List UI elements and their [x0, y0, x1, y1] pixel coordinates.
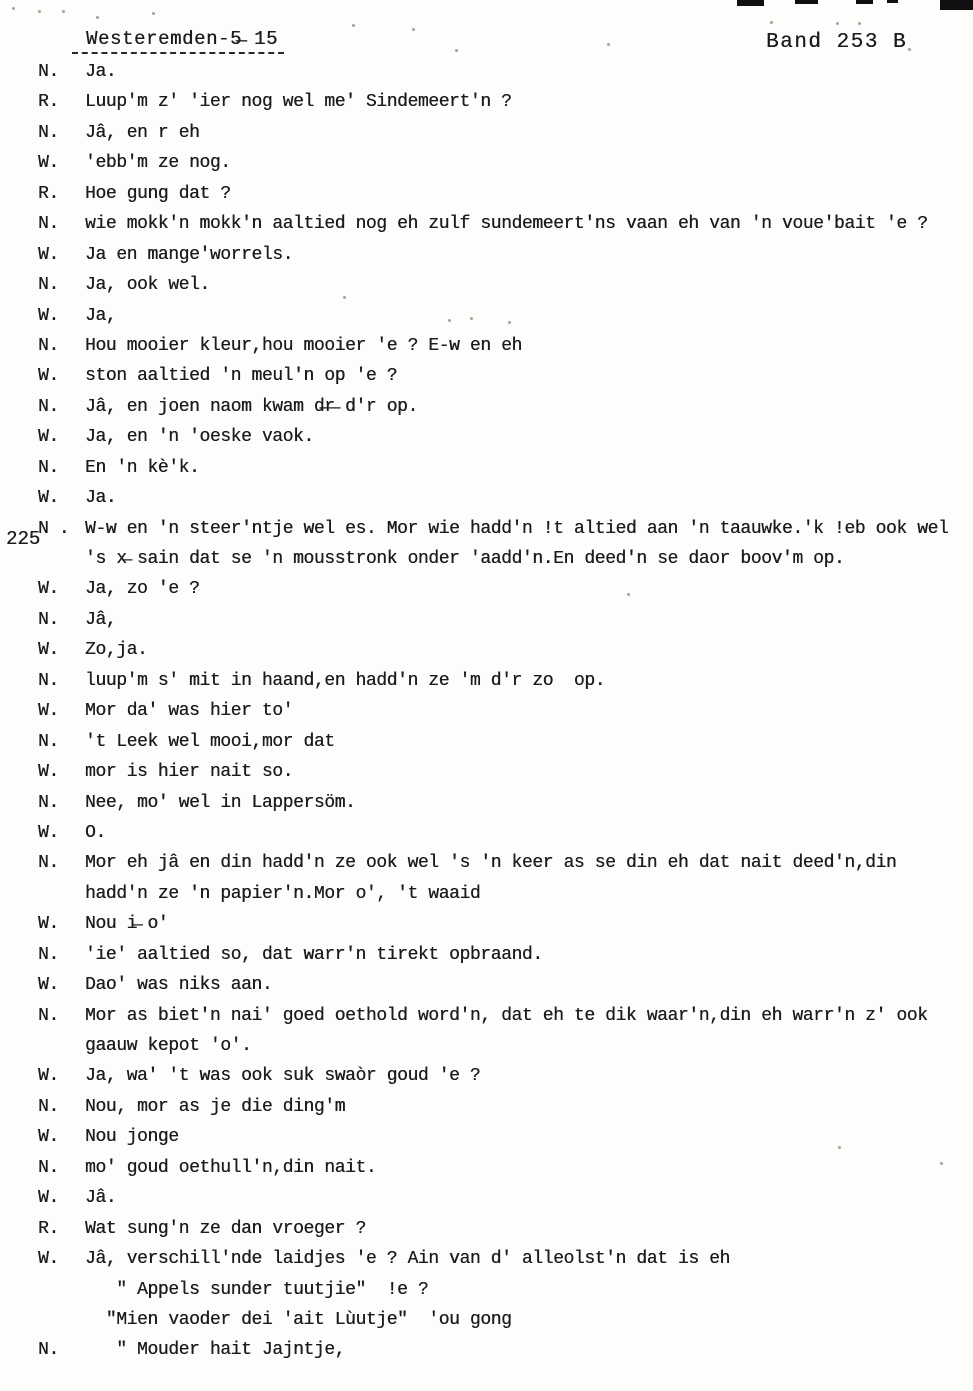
speaker-label: [38, 1275, 85, 1305]
margin-line-number: 225: [6, 528, 41, 550]
speaker-label: W.: [38, 305, 59, 326]
speaker-label: W.: [38, 640, 59, 661]
transcript-line: [38, 1031, 968, 1061]
transcript-line: [38, 1001, 968, 1031]
line-text: Wat sung'n ze dan vroeger ?: [85, 1218, 366, 1239]
transcript-line: [38, 757, 968, 787]
transcript-line: [38, 331, 968, 361]
speaker-label: W.: [38, 1249, 59, 1270]
band-label: Band 253 B: [766, 31, 908, 54]
transcript-line: [38, 179, 968, 209]
speaker-label: N.: [38, 396, 59, 417]
line-text: mor is hier nait so.: [85, 762, 294, 783]
speaker-label: N.: [38, 275, 59, 296]
noise-speck: [152, 12, 155, 15]
transcript-line: [38, 1305, 968, 1335]
speaker-label: W.: [38, 153, 59, 174]
line-text: ston aaltied 'n meul'n op 'e ?: [85, 366, 398, 387]
line-text: mo' goud oethull'n,din nait.: [85, 1157, 377, 1178]
line-text: 't Leek wel mooi,mor dat: [85, 731, 335, 752]
transcript-line: [38, 118, 968, 148]
line-text: Zo,ja.: [85, 640, 148, 661]
scan-artifact: [856, 0, 873, 4]
line-text: gaauw kepot 'o'.: [85, 1036, 252, 1056]
line-text: Nee, mo' wel in Lappersöm.: [85, 792, 356, 813]
transcript-line: [38, 1153, 968, 1183]
line-text: En 'n kè'k.: [85, 457, 200, 478]
page-title: Westeremden-5̶ 15: [72, 28, 284, 54]
transcript-line: [38, 1061, 968, 1091]
line-text: Nou, mor as je die ding'm: [85, 1096, 346, 1117]
line-text: Hoe gung dat ?: [85, 183, 231, 204]
transcript-line: [38, 574, 968, 604]
line-text: Ja en mange'worrels.: [85, 244, 294, 265]
scan-artifact: [887, 0, 898, 3]
transcript-line: [38, 1183, 968, 1213]
speaker-label: W.: [38, 701, 59, 722]
speaker-label: N.: [38, 335, 59, 356]
noise-speck: [12, 7, 15, 10]
transcript-line: [38, 392, 968, 422]
line-text: luup'm s' mit in haand,en hadd'n ze 'm d'r zo op.: [85, 670, 606, 691]
speaker-label: N.: [38, 214, 59, 235]
transcript-line: [38, 270, 968, 300]
transcript-line: [38, 483, 968, 513]
scan-artifact: [795, 0, 818, 4]
transcript-line: [38, 940, 968, 970]
speaker-label: [38, 544, 85, 574]
transcript-line: [38, 240, 968, 270]
line-text: Mor da' was hier to': [85, 701, 294, 722]
transcript-line: [38, 57, 968, 87]
speaker-label: W.: [38, 1188, 59, 1209]
speaker-label: [38, 879, 85, 909]
speaker-label: W.: [38, 914, 59, 935]
speaker-label: R.: [38, 1218, 59, 1239]
line-text: Nou jonge: [85, 1127, 179, 1148]
line-text: Ja.: [85, 488, 117, 509]
transcript-line: [38, 909, 968, 939]
transcript-line: [38, 209, 968, 239]
line-text: " Appels sunder tuutjie" !e ?: [85, 1279, 429, 1300]
speaker-label: N.: [38, 1340, 59, 1361]
transcript-line: [38, 727, 968, 757]
line-text: Nou i̶ o': [85, 914, 169, 935]
transcript-line: [38, 422, 968, 452]
transcript-line: [38, 361, 968, 391]
noise-speck: [96, 16, 99, 19]
speaker-label: N.: [38, 457, 59, 478]
line-text: 'ebb'm ze nog.: [85, 153, 231, 174]
noise-speck: [455, 49, 458, 52]
transcript-line: [38, 301, 968, 331]
line-text: W-w en 'n steer'ntje wel es. Mor wie hadd'n !t altied aan 'n taauwke.'k !eb ook wel: [85, 518, 949, 539]
transcript-line: [38, 514, 968, 544]
transcript-line: [38, 848, 968, 878]
scan-artifact: [940, 0, 973, 10]
transcript-line: [38, 1244, 968, 1274]
speaker-label: N.: [38, 62, 59, 82]
line-text: Jâ, en r eh: [85, 122, 200, 143]
transcript-line: [38, 970, 968, 1000]
speaker-label: W.: [38, 488, 59, 509]
transcript-line: [38, 879, 968, 909]
line-text: Ja, en 'n 'oeske vaok.: [85, 427, 314, 448]
line-text: " Mouder hait Jajntje,: [85, 1340, 346, 1361]
noise-speck: [352, 24, 355, 27]
line-text: Ja.: [85, 62, 117, 82]
line-text: Jâ, verschill'nde laidjes 'e ? Ain van d' alleolst'n dat is eh: [85, 1249, 730, 1270]
speaker-label: R.: [38, 183, 59, 204]
speaker-label: W.: [38, 427, 59, 448]
speaker-label: W.: [38, 822, 59, 843]
transcript-line: [38, 605, 968, 635]
line-text: hadd'n ze 'n papier'n.Mor o', 't waaid: [85, 883, 481, 904]
speaker-label: N.: [38, 670, 59, 691]
speaker-label: N.: [38, 122, 59, 143]
speaker-label: W.: [38, 579, 59, 600]
line-text: "Mien vaoder dei 'ait Lùutje" 'ou gong: [85, 1309, 512, 1330]
transcript-line: [38, 1275, 968, 1305]
noise-speck: [607, 43, 610, 46]
line-text: 'ie' aaltied so, dat warr'n tirekt opbraand.: [85, 944, 543, 965]
speaker-label: N.: [38, 944, 59, 965]
speaker-label: W.: [38, 762, 59, 783]
speaker-label: N.: [38, 731, 59, 752]
transcript: [38, 57, 968, 1366]
transcript-line: [38, 87, 968, 117]
transcript-line: [38, 788, 968, 818]
transcript-line: [38, 544, 968, 574]
speaker-label: W.: [38, 1127, 59, 1148]
noise-speck: [38, 10, 41, 13]
transcript-line: [38, 696, 968, 726]
transcript-line: [38, 1092, 968, 1122]
speaker-label: N.: [38, 853, 59, 874]
line-text: Hou mooier kleur,hou mooier 'e ? E-w en eh: [85, 335, 522, 356]
line-text: Mor eh jâ en din hadd'n ze ook wel 's 'n keer as se din eh dat nait deed'n,din: [85, 853, 897, 874]
transcript-line: [38, 453, 968, 483]
noise-speck: [836, 22, 839, 25]
scan-artifact: [737, 0, 764, 6]
line-text: 's x̶ sain dat se 'n mousstronk onder 'aadd'n.En deed'n se daor boov'm op.: [85, 549, 845, 569]
line-text: Luup'm z' 'ier nog wel me' Sindemeert'n ?: [85, 92, 512, 113]
speaker-label: R.: [38, 92, 59, 113]
transcript-line: [38, 148, 968, 178]
speaker-label: N.: [38, 1096, 59, 1117]
transcript-line: [38, 1335, 968, 1365]
noise-speck: [770, 21, 773, 24]
speaker-label: W.: [38, 975, 59, 996]
transcript-line: [38, 666, 968, 696]
transcript-line: [38, 818, 968, 848]
transcript-line: [38, 1214, 968, 1244]
speaker-label: W.: [38, 1066, 59, 1087]
speaker-label: [38, 1305, 85, 1335]
line-text: wie mokk'n mokk'n aaltied nog eh zulf sundemeert'ns vaan eh van 'n voue'bait 'e ?: [85, 214, 928, 235]
speaker-label: N .: [38, 518, 70, 539]
line-text: Mor as biet'n nai' goed oethold word'n, dat eh te dik waar'n,din eh warr'n z' ook: [85, 1005, 928, 1026]
speaker-label: N.: [38, 1157, 59, 1178]
speaker-label: N.: [38, 1005, 59, 1026]
noise-speck: [62, 10, 65, 13]
transcript-line: [38, 635, 968, 665]
line-text: O.: [85, 822, 106, 843]
noise-speck: [412, 28, 415, 31]
speaker-label: [38, 1031, 85, 1061]
line-text: Ja, zo 'e ?: [85, 579, 200, 600]
noise-speck: [858, 22, 861, 25]
speaker-label: N.: [38, 609, 59, 630]
line-text: Dao' was niks aan.: [85, 975, 273, 996]
line-text: Jâ.: [85, 1188, 117, 1209]
line-text: Ja, wa' 't was ook suk swaòr goud 'e ?: [85, 1066, 481, 1087]
line-text: Ja,: [85, 305, 117, 326]
line-text: Jâ,: [85, 609, 117, 630]
speaker-label: W.: [38, 366, 59, 387]
noise-speck: [908, 48, 911, 51]
speaker-label: W.: [38, 244, 59, 265]
speaker-label: N.: [38, 792, 59, 813]
transcript-line: [38, 1122, 968, 1152]
line-text: Jâ, en joen naom kwam d̶r̶ d'r op.: [85, 396, 418, 417]
line-text: Ja, ook wel.: [85, 275, 210, 296]
